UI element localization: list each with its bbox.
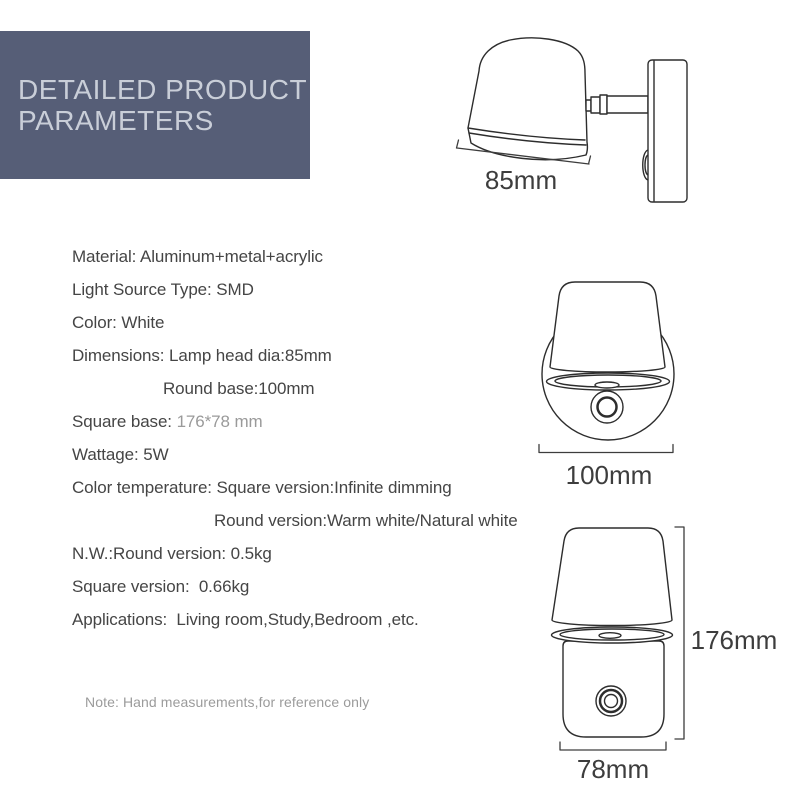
spec-line-color: Color: White: [72, 313, 165, 332]
dimension-label-176mm: 176mm: [690, 625, 778, 655]
switch-knob-side: [643, 150, 648, 180]
lamp-shade-square: [552, 528, 672, 626]
lamp-shade-round: [550, 282, 665, 372]
spec-line-net-weight-round: N.W.:Round version: 0.5kg: [72, 544, 272, 563]
spec-line-round-base: Round base:100mm: [163, 379, 315, 398]
spec-label: Square base:: [72, 412, 177, 431]
dimension-label-85mm: 85mm: [484, 165, 558, 195]
spec-line-material: Material: Aluminum+metal+acrylic: [72, 247, 323, 266]
spec-line-applications: Applications: Living room,Study,Bedroom ,etc.: [72, 610, 419, 629]
lamp-slot-square: [599, 633, 621, 639]
spec-line-wattage: Wattage: 5W: [72, 445, 169, 464]
round-version-drawing: [530, 268, 700, 493]
spec-line-light-source: Light Source Type: SMD: [72, 280, 254, 299]
dimension-line-100mm: [539, 445, 673, 453]
dimension-line-176mm: [675, 527, 684, 739]
dimension-line-78mm: [560, 742, 666, 750]
mounting-arm: [586, 95, 648, 114]
page-title-line1: DETAILED PRODUCT: [18, 74, 308, 105]
dimension-label-100mm: 100mm: [565, 460, 653, 490]
dimension-label-78mm: 78mm: [576, 754, 650, 784]
title-banner: [0, 31, 310, 179]
spec-line-round-version-color: Round version:Warm white/Natural white: [214, 511, 518, 530]
spec-list: [72, 240, 542, 636]
square-version-drawing: [540, 515, 790, 790]
page-title-line2: PARAMETERS: [18, 105, 214, 136]
spec-line-color-temperature: Color temperature: Square version:Infinite dimming: [72, 478, 452, 497]
lamp-head-side: [468, 38, 587, 160]
lamp-slot-round: [595, 382, 619, 388]
switch-knob-round: [591, 391, 623, 423]
spec-line-dimensions: Dimensions: Lamp head dia:85mm: [72, 346, 332, 365]
wall-plate: [648, 60, 687, 202]
spec-value: 176*78 mm: [176, 412, 263, 431]
note-text: Note: Hand measurements,for reference only: [85, 694, 370, 710]
spec-line-square-base: [72, 405, 542, 438]
switch-knob-square: [596, 686, 626, 716]
side-view-drawing: [450, 15, 760, 215]
spec-line-net-weight-square: Square version: 0.66kg: [72, 577, 250, 596]
